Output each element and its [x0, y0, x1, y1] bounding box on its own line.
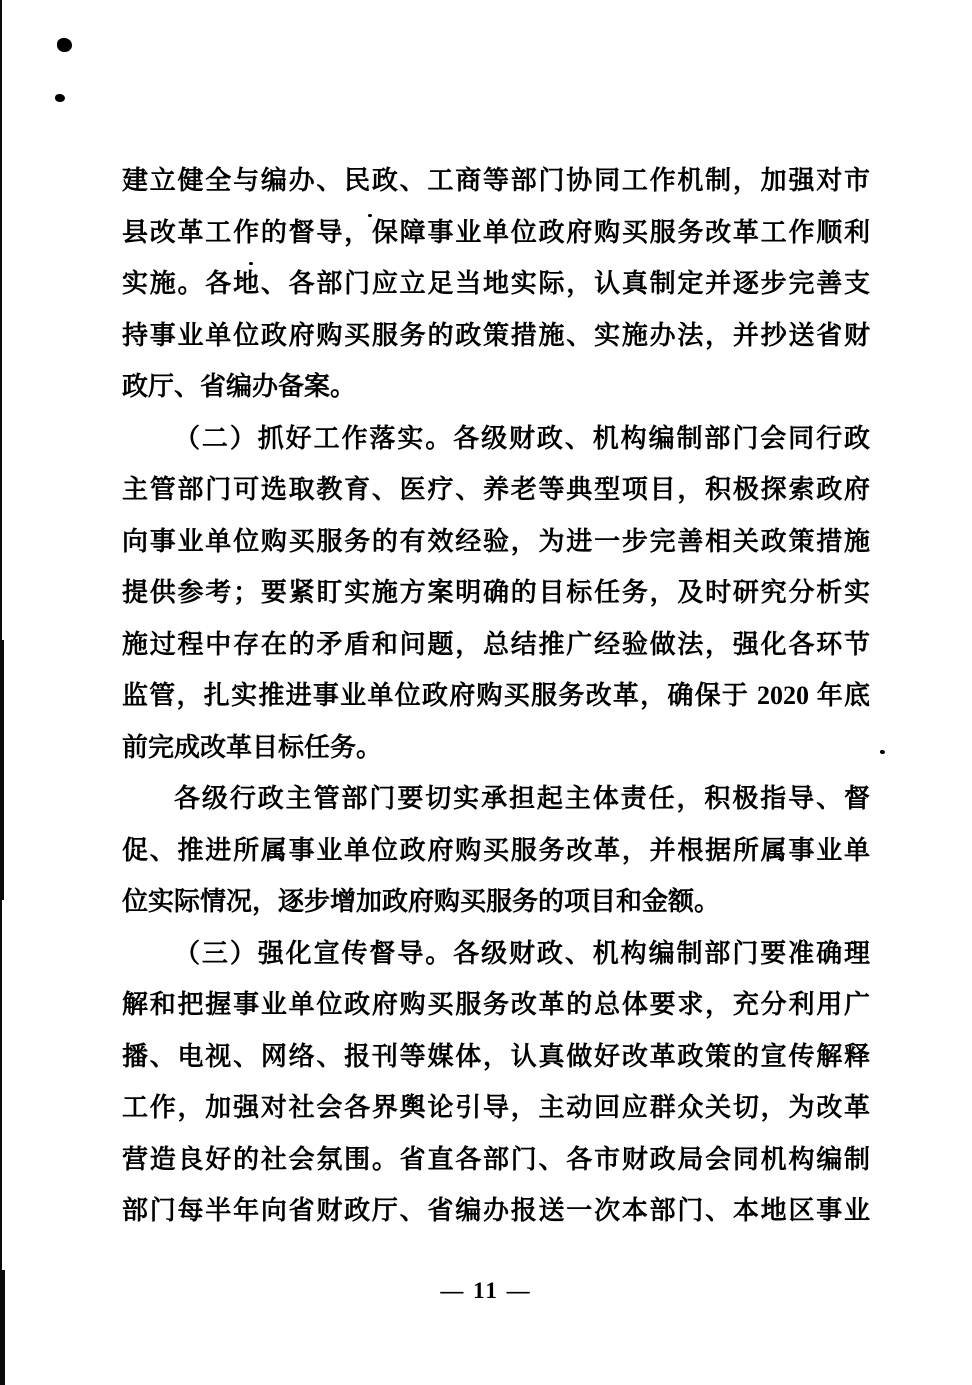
text-line: 施过程中存在的矛盾和问题，总结推广经验做法，强化各环节: [122, 629, 870, 659]
text-line: 监管，扎实推进事业单位政府购买服务改革，确保于 2020 年底: [122, 681, 870, 710]
text-line: 营造良好的社会氛围。省直各部门、各市财政局会同机构编制: [122, 1144, 870, 1174]
text-line: 主管部门可选取教育、医疗、养老等典型项目，积极探索政府: [122, 475, 870, 504]
text-line: 解和把握事业单位政府购买服务改革的总体要求，充分利用广: [122, 990, 870, 1019]
ink-speck: [880, 750, 885, 754]
text-line: 政厅、省编办备案。: [122, 372, 357, 401]
text-block: [122, 155, 870, 1237]
text-line: 各级行政主管部门要切实承担起主体责任，积极指导、督: [174, 784, 870, 813]
text-line: 播、电视、网络、报刊等媒体，认真做好改革政策的宣传解释: [122, 1041, 870, 1071]
text-line: 提供参考；要紧盯实施方案明确的目标任务，及时研究分析实: [122, 578, 870, 607]
ink-speck: [57, 38, 72, 52]
text-line: （二）抓好工作落实。各级财政、机构编制部门会同行政: [174, 423, 870, 453]
text-line: 促、推进所属事业单位政府购买服务改革，并根据所属事业单: [122, 835, 870, 865]
text-line: 县改革工作的督导，保障事业单位政府购买服务改革工作顺利: [122, 217, 870, 247]
text-line: 持事业单位政府购买服务的政策措施、实施办法，并抄送省财: [122, 320, 870, 350]
text-line: 工作，加强对社会各界舆论引导，主动回应群众关切，为改革: [122, 1093, 870, 1122]
page-number: — 11 —: [440, 1278, 532, 1303]
text-line: （三）强化宣传督导。各级财政、机构编制部门要准确理: [174, 938, 870, 968]
text-line: 部门每半年向省财政厅、省编办报送一次本部门、本地区事业: [122, 1196, 870, 1225]
text-line: 建立健全与编办、民政、工商等部门协同工作机制，加强对市: [122, 166, 870, 195]
scan-edge-line-thick: [0, 640, 4, 900]
text-line: 向事业单位购买服务的有效经验，为进一步完善相关政策措施: [122, 526, 870, 556]
text-line: 位实际情况，逐步增加政府购买服务的项目和金额。: [122, 887, 721, 916]
text-line: 前完成改革目标任务。: [122, 732, 383, 762]
ink-speck: [55, 94, 65, 102]
text-line: 实施。各地、各部门应立足当地实际，认真制定并逐步完善支: [122, 269, 870, 298]
